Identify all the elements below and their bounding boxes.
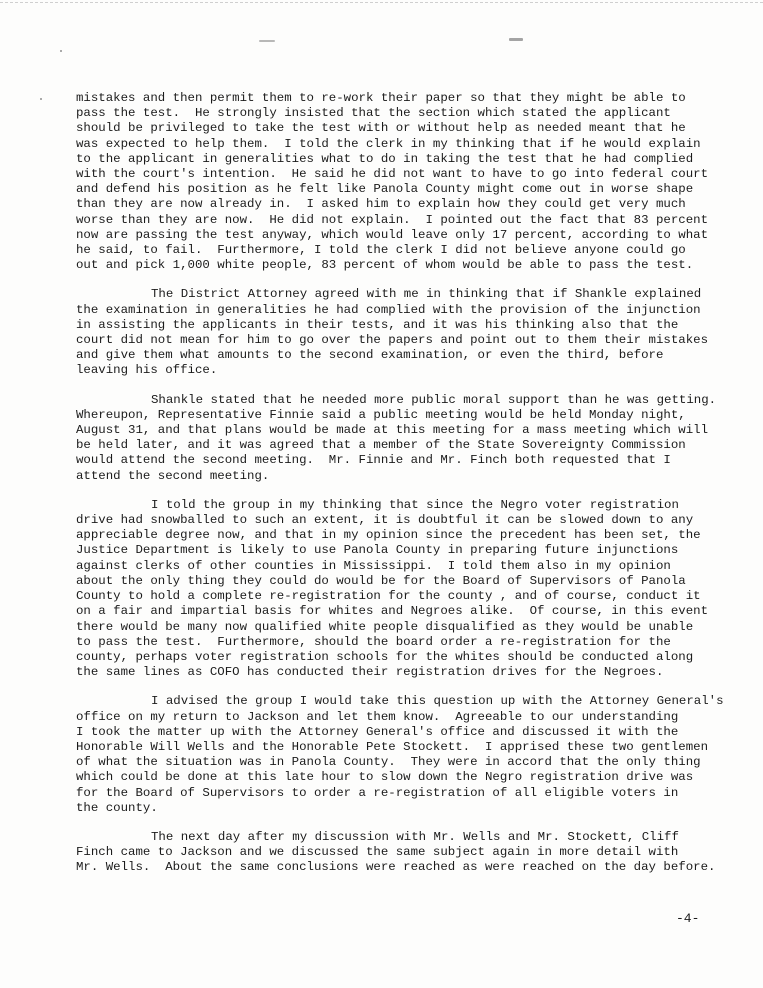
- text-line: leaving his office.: [76, 363, 218, 378]
- paragraph: [76, 287, 736, 378]
- document-body: [76, 91, 736, 890]
- scan-mark: [259, 40, 275, 42]
- text-line: with the court's intention. He said he did not want to have to go into federal court: [76, 167, 709, 182]
- text-line: I told the group in my thinking that since the Negro voter registration: [151, 497, 679, 512]
- scan-mark: [509, 38, 523, 41]
- text-line: to the applicant in generalities what to do in taking the test that he had complied: [76, 151, 694, 166]
- text-line: in assisting the applicants in their tests, and it was his thinking also that the: [76, 317, 679, 332]
- text-line: and defend his position as he felt like Panola County might come out in worse shape: [76, 182, 694, 197]
- text-line: for the Board of Supervisors to order a re-registration of all eligible voters in: [76, 785, 679, 800]
- paragraph: [76, 393, 736, 484]
- text-line: county, perhaps voter registration schools for the whites should be conducted along: [76, 649, 694, 664]
- text-line: about the only thing they could do would be for the Board of Supervisors of Panola: [76, 573, 686, 588]
- text-line: was expected to help them. I told the clerk in my thinking that if he would explain: [76, 136, 701, 151]
- text-line: mistakes and then permit them to re-work their paper so that they might be able to: [76, 91, 686, 105]
- text-line: he said, to fail. Furthermore, I told the clerk I did not believe anyone could go: [76, 243, 686, 258]
- paragraph: [76, 694, 736, 816]
- scan-speck: [40, 98, 42, 100]
- text-line: Finch came to Jackson and we discussed the same subject again in more detail with: [76, 845, 679, 860]
- scan-speck: [60, 50, 62, 52]
- text-line: Justice Department is likely to use Panola County in preparing future injunctions: [76, 543, 679, 558]
- text-line: now are passing the test anyway, which would leave only 17 percent, according to what: [76, 227, 709, 242]
- text-line: August 31, and that plans would be made at this meeting for a mass meeting which will: [76, 423, 709, 438]
- text-line: should be privileged to take the test with or without help as needed meant that he: [76, 121, 686, 136]
- text-line: pass the test. He strongly insisted that the section which stated the applicant: [76, 106, 671, 121]
- text-line: out and pick 1,000 white people, 83 percent of whom would be able to pass the test.: [76, 258, 694, 273]
- text-line: worse than they are now. He did not explain. I pointed out the fact that 83 percent: [76, 212, 709, 227]
- text-line: County to hold a complete re-registration for the county , and of course, conduct it: [76, 589, 701, 604]
- paragraph: [76, 830, 736, 876]
- text-line: appreciable degree now, and that in my opinion since the precedent has been set, the: [76, 528, 701, 543]
- text-line: I advised the group I would take this question up with the Attorney General's: [151, 694, 724, 709]
- text-line: I took the matter up with the Attorney General's office and discussed it with the: [76, 724, 679, 739]
- text-line: the examination in generalities he had complied with the provision of the injunction: [76, 302, 701, 317]
- paragraph: [76, 91, 736, 273]
- text-line: Honorable Will Wells and the Honorable Pete Stockett. I apprised these two gentlemen: [76, 739, 709, 754]
- text-line: the same lines as COFO has conducted their registration drives for the Negroes.: [76, 665, 664, 680]
- text-line: The next day after my discussion with Mr. Wells and Mr. Stockett, Cliff: [151, 829, 679, 844]
- text-line: attend the second meeting.: [76, 468, 270, 483]
- paragraph: [76, 498, 736, 680]
- text-line: would attend the second meeting. Mr. Finnie and Mr. Finch both requested that I: [76, 453, 671, 468]
- text-line: Shankle stated that he needed more public moral support than he was getting.: [151, 392, 717, 407]
- text-line: and give them what amounts to the second examination, or even the third, before: [76, 348, 664, 363]
- text-line: office on my return to Jackson and let them know. Agreeable to our understanding: [76, 709, 679, 724]
- text-line: court did not mean for him to go over the papers and point out to them their mistakes: [76, 333, 709, 348]
- text-line: there would be many now qualified white people disqualified as they would be unable: [76, 619, 694, 634]
- text-line: of what the situation was in Panola County. They were in accord that the only thing: [76, 755, 701, 770]
- text-line: drive had snowballed to such an extent, it is doubtful it can be slowed down to any: [76, 513, 694, 528]
- text-line: The District Attorney agreed with me in thinking that if Shankle explained: [151, 287, 702, 302]
- scan-edge-artifact: [0, 2, 763, 4]
- text-line: Mr. Wells. About the same conclusions were reached as were reached on the day before.: [76, 860, 716, 875]
- text-line: Whereupon, Representative Finnie said a public meeting would be held Monday night,: [76, 407, 686, 422]
- text-line: than they are now already in. I asked him to explain how they could get very much: [76, 197, 686, 212]
- text-line: against clerks of other counties in Mississippi. I told them also in my opinion: [76, 558, 671, 573]
- text-line: which could be done at this late hour to slow down the Negro registration drive was: [76, 770, 694, 785]
- text-line: to pass the test. Furthermore, should the board order a re-registration for the: [76, 634, 671, 649]
- text-line: be held later, and it was agreed that a member of the State Sovereignty Commission: [76, 438, 686, 453]
- text-line: the county.: [76, 800, 158, 815]
- page-number: -4-: [676, 911, 700, 926]
- text-line: on a fair and impartial basis for whites and Negroes alike. Of course, in this event: [76, 604, 709, 619]
